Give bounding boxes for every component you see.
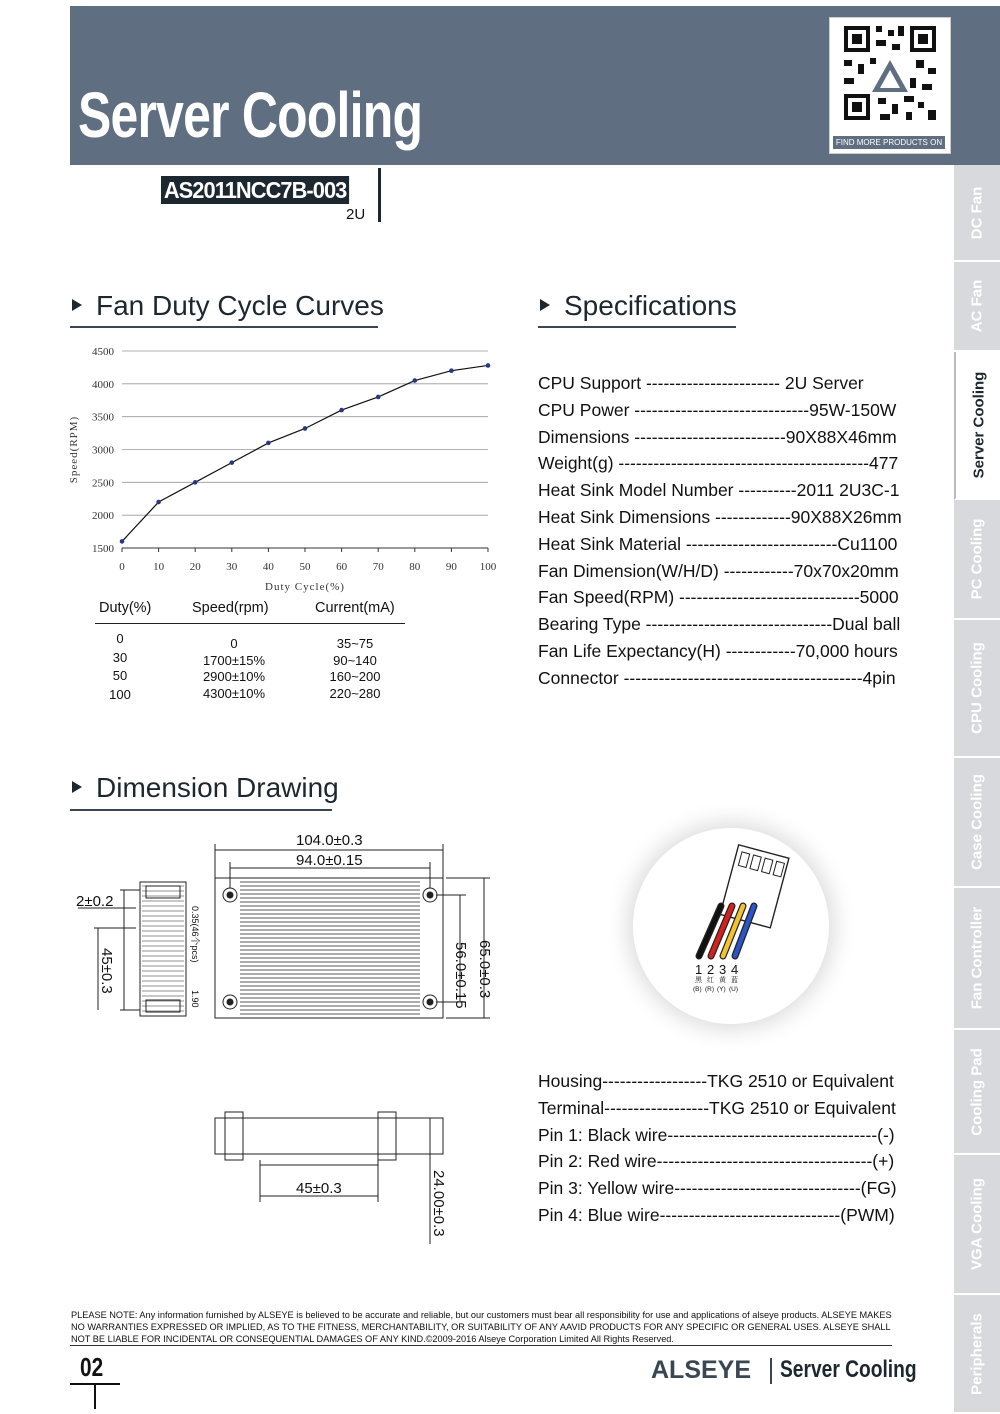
dim-side-thk: 1.90: [190, 990, 200, 1008]
spec-line: Fan Life Expectancy(H) ------------70,000 hours: [538, 641, 898, 661]
side-tab-label: Cooling Pad: [968, 1047, 986, 1136]
legal-notice: PLEASE NOTE: Any information furnished by ALSEYE is believed to be accurate and reliable, but our customers must bear all responsibility for use and applications of alseye products. ALSEYE MAKES NO WARRANTIES EXPRESSED OR IMPLIED, AS TO THE FITNESS, MERCHANTABILITY, OR SUITABILITY OF ANY AAVID PRODUCTS FOR ANY SPECIFIC OR GENERAL USES. ALSEYE SHALL NOT BE LIABLE FOR INCIDENTAL OR CONSEQUENTIAL DAMAGES OF ANY KIND.©2009-2016 Alseye Corporation Limited All Rights Reserved.: [71, 1310, 892, 1344]
data-point: [120, 539, 125, 544]
spec-line: Fan Dimension(W/H/D) ------------70x70x20mm: [538, 560, 899, 581]
data-point: [376, 395, 381, 400]
y-tick-label: 1500: [92, 543, 114, 555]
side-tab-label: CPU Cooling: [968, 642, 986, 734]
x-tick-label: 100: [479, 561, 497, 573]
connector-drawing: [633, 828, 829, 1024]
spec-line: Heat Sink Model Number ----------2011 2U3C-1: [538, 480, 900, 501]
x-tick-label: 50: [299, 561, 311, 573]
pin-cn-label: 红: [707, 977, 714, 984]
side-tab-fan-controller[interactable]: [954, 888, 1000, 1030]
table-cell: 100: [109, 686, 131, 702]
pin-spec-line: Housing------------------TKG 2510 or Equivalent: [538, 1071, 894, 1091]
section-title-fan-curves: [72, 290, 384, 322]
x-tick-label: 90: [445, 561, 457, 573]
heatsink-top-outline: [215, 878, 443, 1018]
spec-line: Heat Sink Material --------------------------Cu1100: [538, 533, 898, 554]
side-tab-cpu-cooling[interactable]: [954, 620, 1000, 758]
y-tick-label: 2000: [92, 510, 114, 523]
spec-line: Bearing Type --------------------------------Dual ball: [538, 614, 901, 635]
spec-line: Dimensions --------------------------90X88X46mm: [538, 426, 897, 447]
spec-line: CPU Support ----------------------- 2U Server: [538, 373, 864, 393]
table-cell: 0: [230, 636, 238, 651]
y-tick-label: 4500: [92, 346, 114, 358]
brand-divider: [770, 1358, 772, 1384]
triangle-bullet-icon: [72, 299, 82, 311]
pin-number: 1: [695, 962, 703, 977]
side-tab-label: Server Cooling: [970, 371, 988, 479]
pin-cn-label: 蓝: [731, 977, 738, 984]
pin-code: (U): [729, 986, 739, 993]
triangle-bullet-icon: [540, 299, 550, 311]
y-tick-label: 2500: [92, 477, 114, 490]
data-point: [413, 378, 418, 383]
footer-rule: [70, 1345, 892, 1346]
table-cell: 50: [112, 668, 128, 683]
pin-code: (B): [693, 986, 702, 993]
x-tick-label: 70: [372, 561, 384, 573]
pin-cn-label: 黑: [695, 977, 702, 984]
pin-spec-line: Pin 1: Black wire------------------------------------(-): [538, 1124, 895, 1145]
pin-number: 3: [719, 962, 727, 977]
spec-line: CPU Power ------------------------------95W-150W: [538, 399, 897, 420]
pin-code: (R): [705, 986, 715, 993]
page-title: Server Cooling: [78, 79, 423, 151]
dim-bottom-height: 24.00±0.3: [430, 1170, 447, 1237]
side-tab-label: PC Cooling: [968, 518, 986, 600]
x-tick-label: 20: [189, 561, 201, 573]
x-tick-label: 30: [226, 561, 238, 573]
side-tab-ac-fan[interactable]: [954, 262, 1000, 352]
side-tab-label: AC Fan: [968, 279, 986, 333]
side-tab-dc-fan[interactable]: [954, 165, 1000, 262]
pin-cn-label: 黄: [719, 977, 726, 984]
section-underline: [70, 326, 378, 328]
section-title-text: Dimension Drawing: [96, 772, 339, 803]
heatsink-fins: [240, 882, 420, 1014]
triangle-bullet-icon: [72, 781, 82, 793]
table-cell: 0: [116, 631, 124, 646]
x-tick-label: 80: [409, 561, 421, 573]
pin-code: (Y): [717, 986, 726, 993]
table-cell: 220~280: [329, 685, 381, 701]
spec-line: Weight(g) -------------------------------------------477: [538, 453, 899, 474]
side-tab-peripherals[interactable]: [954, 1295, 1000, 1414]
pin-spec-line: Pin 4: Blue wire-------------------------------(PWM): [538, 1205, 895, 1225]
dim-width-inner: 94.0±0.15: [296, 852, 363, 869]
spec-line: Fan Speed(RPM) -------------------------------5000: [538, 587, 899, 608]
side-tab-cooling-pad[interactable]: [954, 1030, 1000, 1155]
y-tick-label: 3500: [92, 411, 114, 424]
y-tick-label: 3000: [92, 444, 114, 457]
section-title-text: Specifications: [564, 290, 737, 321]
data-point: [339, 408, 344, 413]
side-tab-label: Peripherals: [968, 1312, 986, 1395]
section-title-text: Fan Duty Cycle Curves: [96, 290, 384, 321]
pin-spec-line: Pin 2: Red wire-------------------------------------(+): [538, 1151, 895, 1172]
dim-width-outer: 104.0±0.3: [296, 832, 363, 849]
data-point: [156, 500, 161, 505]
side-tab-label: DC Fan: [968, 186, 986, 239]
side-tab-vga-cooling[interactable]: [954, 1155, 1000, 1295]
section-title-dimension-drawing: [72, 772, 339, 804]
data-point: [303, 426, 308, 431]
page-number-tick: [94, 1383, 96, 1409]
data-point: [193, 480, 198, 485]
dim-bottom-width: 45±0.3: [296, 1180, 342, 1197]
table-cell: 90~140: [333, 652, 377, 668]
side-tab-label: Case Cooling: [968, 774, 986, 870]
x-tick-label: 40: [262, 561, 274, 573]
qr-code[interactable]: [829, 17, 951, 154]
page-number: 02: [80, 1352, 104, 1382]
side-tab-pc-cooling[interactable]: [954, 500, 1000, 620]
qr-caption: FIND MORE PRODUCTS ON: [833, 136, 945, 149]
table-cell: 2900±10%: [202, 669, 266, 684]
table-cell: 160~200: [329, 669, 381, 684]
section-underline: [70, 809, 332, 811]
x-tick-label: 0: [119, 561, 125, 573]
section-title-specifications: [540, 290, 737, 322]
x-tick-label: 60: [336, 561, 348, 573]
side-tab-label: Fan Controller: [968, 906, 986, 1010]
side-tab-server-cooling[interactable]: [954, 352, 1000, 500]
y-axis-label: Speed(RPM): [68, 415, 80, 484]
table-cell: 1700±15%: [202, 652, 266, 668]
table-header-current: Current(mA): [315, 600, 395, 616]
side-tab-label: VGA Cooling: [968, 1178, 986, 1270]
dim-height-inner: 56.0±0.15: [452, 942, 469, 1009]
pin-spec-line: Pin 3: Yellow wire--------------------------------(FG): [538, 1178, 897, 1199]
dim-height-outer: 65.0±0.3: [476, 940, 493, 999]
table-header-duty: Duty(%): [99, 600, 152, 616]
spec-line: Heat Sink Dimensions -------------90X88X26mm: [538, 507, 902, 527]
section-underline: [538, 326, 736, 328]
pin-number: 2: [707, 962, 715, 977]
x-axis-label: Duty Cycle(%): [265, 581, 345, 593]
dim-side-top: 2±0.2: [76, 893, 114, 910]
table-rule: [95, 623, 405, 624]
brand-category: Server Cooling: [780, 1356, 917, 1383]
model-size: 2U: [346, 206, 366, 223]
model-number: AS2011NCC7B-003: [161, 176, 349, 204]
pin-spec-line: Terminal------------------TKG 2510 or Equivalent: [538, 1097, 896, 1118]
table-cell: 35~75: [336, 636, 374, 651]
side-tab-case-cooling[interactable]: [954, 758, 1000, 888]
heatsink-side-fins: [142, 886, 184, 1011]
model-divider: [378, 168, 381, 222]
data-point: [486, 363, 491, 368]
data-point: [230, 460, 235, 465]
dimension-drawing: [60, 820, 520, 1260]
brand-logo: ALSEYE: [651, 1356, 752, 1384]
fan-duty-chart: [60, 340, 500, 600]
dim-side-fins: 0.35(46个pcs): [190, 906, 200, 963]
heatsink-bottom-outline: [215, 1118, 443, 1154]
x-tick-label: 10: [153, 561, 165, 573]
table-header-speed: Speed(rpm): [192, 600, 269, 616]
table-cell: 30: [112, 649, 128, 665]
y-tick-label: 4000: [92, 378, 114, 391]
spec-line: Connector -----------------------------------------4pin: [538, 667, 896, 688]
dim-side-mid: 45±0.3: [98, 948, 115, 994]
data-point: [266, 441, 271, 446]
pin-number: 4: [731, 962, 739, 977]
data-point: [449, 368, 454, 373]
qr-code-icon: [830, 18, 950, 136]
table-cell: 4300±10%: [202, 685, 266, 701]
